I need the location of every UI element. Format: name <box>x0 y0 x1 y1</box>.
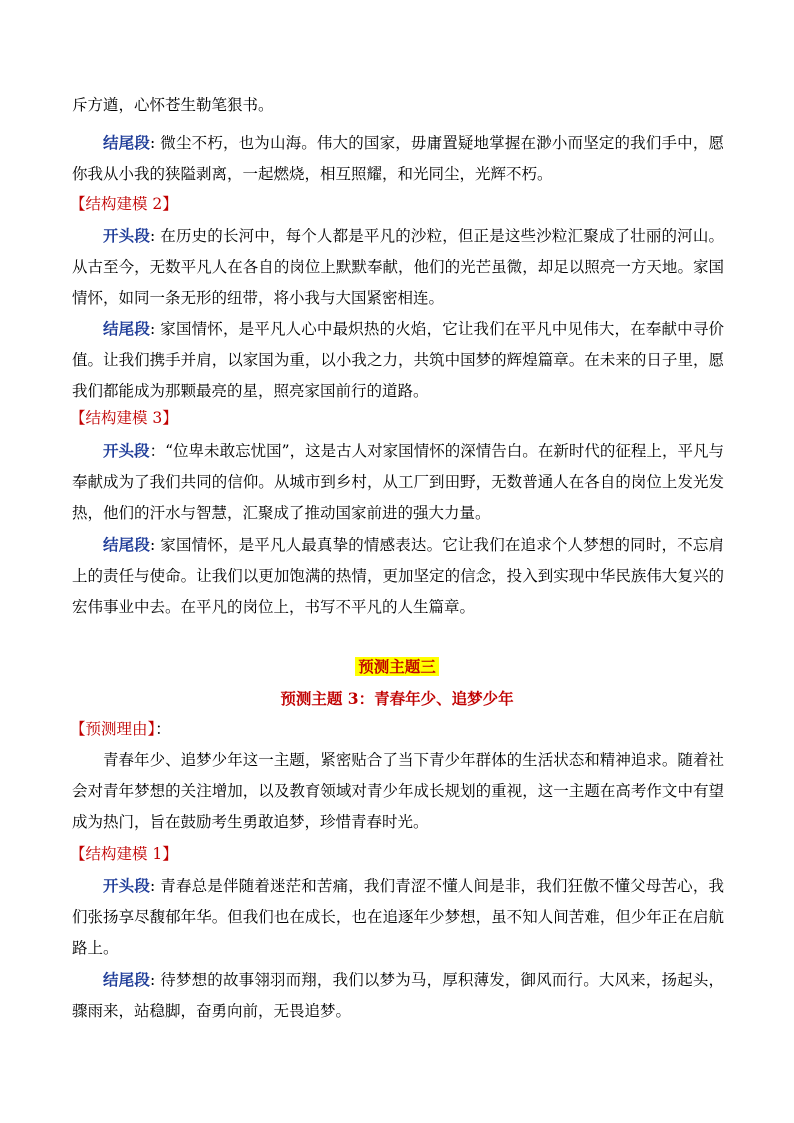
model3-ending-text: : 家国情怀，是平凡人最真挚的情感表达。它让我们在追求个人梦想的同时，不忘肩上的责任与使命。让我们以更加饱满的热情，更加坚定的信念，投入到实现中华民族伟大复兴的宏伟事业中去。在平凡的岗位上，书写不平凡的人生篇章。 <box>72 536 724 616</box>
ending-label: 结尾段 <box>103 970 150 989</box>
structure-model-1-heading: 【结构建模 1】 <box>70 845 178 863</box>
model3-ending-paragraph <box>72 529 724 623</box>
ending-label: 结尾段 <box>103 535 150 554</box>
prediction-reason-colon: ： <box>155 720 171 738</box>
structure-model-3-heading: 【结构建模 3】 <box>70 409 178 427</box>
model3-opening-text: ：“位卑未敢忘忧国”，这是古人对家国情怀的深情告白。在新时代的征程上，平凡与奉献成为了我们共同的信仰。从城市到乡村，从工厂到田野，无数普通人在各自的岗位上发光发热，他们的汗水与智慧，汇聚成了推动国家前进的强大力量。 <box>72 442 724 522</box>
block1-ending-paragraph <box>72 127 724 190</box>
top-continuation: 斥方遒，心怀苍生勒笔狠书。 <box>72 96 274 114</box>
model3-opening-paragraph <box>72 435 724 529</box>
opening-label: 开头段 <box>103 226 150 245</box>
topic-heading-highlight: 预测主题三 <box>355 657 439 676</box>
model2-opening-paragraph <box>72 220 724 314</box>
topic3-ending-paragraph <box>72 964 724 1027</box>
topic3-opening-text: : 青春总是伴随着迷茫和苦痛，我们青涩不懂人间是非，我们狂傲不懂父母苦心，我们张扬享尽馥郁年华。但我们也在成长，也在追逐年少梦想，虽不知人间苦难，但少年正在启航路上。 <box>72 877 724 957</box>
model2-ending-text: : 家国情怀，是平凡人心中最炽热的火焰，它让我们在平凡中见伟大，在奉献中寻价值。让我们携手并肩，以家国为重，以小我之力，共筑中国梦的辉煌篇章。在未来的日子里，愿我们都能成为那颗最亮的星，照亮家国前行的道路。 <box>72 320 724 400</box>
opening-label: 开头段 <box>103 876 150 895</box>
prediction-reason-label: 【预测理由】 <box>70 720 156 738</box>
ending-label: 结尾段 <box>103 133 150 152</box>
topic3-opening-paragraph <box>72 870 724 964</box>
prediction-reason-heading <box>70 714 171 745</box>
topic-subheading: 预测主题 3：青春年少、追梦少年 <box>280 689 514 708</box>
ending-label: 结尾段 <box>103 319 150 338</box>
opening-label: 开头段 <box>103 441 150 460</box>
structure-model-2-heading: 【结构建模 2】 <box>70 195 178 213</box>
prediction-reason-paragraph: 青春年少、追梦少年这一主题，紧密贴合了当下青少年群体的生活状态和精神追求。随着社会对青年梦想的关注增加，以及教育领域对青少年成长规划的重视，这一主题在高考作文中有望成为热门，旨在鼓励考生勇敢追梦，珍惜青春时光。 <box>72 751 724 831</box>
model2-ending-paragraph <box>72 313 724 407</box>
topic3-ending-text: : 待梦想的故事翎羽而翔，我们以梦为马，厚积薄发，御风而行。大风来，扬起头，骤雨来，站稳脚，奋勇向前，无畏追梦。 <box>72 971 724 1020</box>
topic-heading <box>0 656 794 678</box>
block1-ending-text: : 微尘不朽，也为山海。伟大的国家，毋庸置疑地掌握在渺小而坚定的我们手中，愿你我从小我的狭隘剥离，一起燃烧，相互照耀，和光同尘，光辉不朽。 <box>72 134 724 183</box>
model2-opening-text: : 在历史的长河中，每个人都是平凡的沙粒，但正是这些沙粒汇聚成了壮丽的河山。从古至今，无数平凡人在各自的岗位上默默奉献，他们的光芒虽微，却足以照亮一方天地。家国情怀，如同一条无形的纽带，将小我与大国紧密相连。 <box>72 227 724 307</box>
